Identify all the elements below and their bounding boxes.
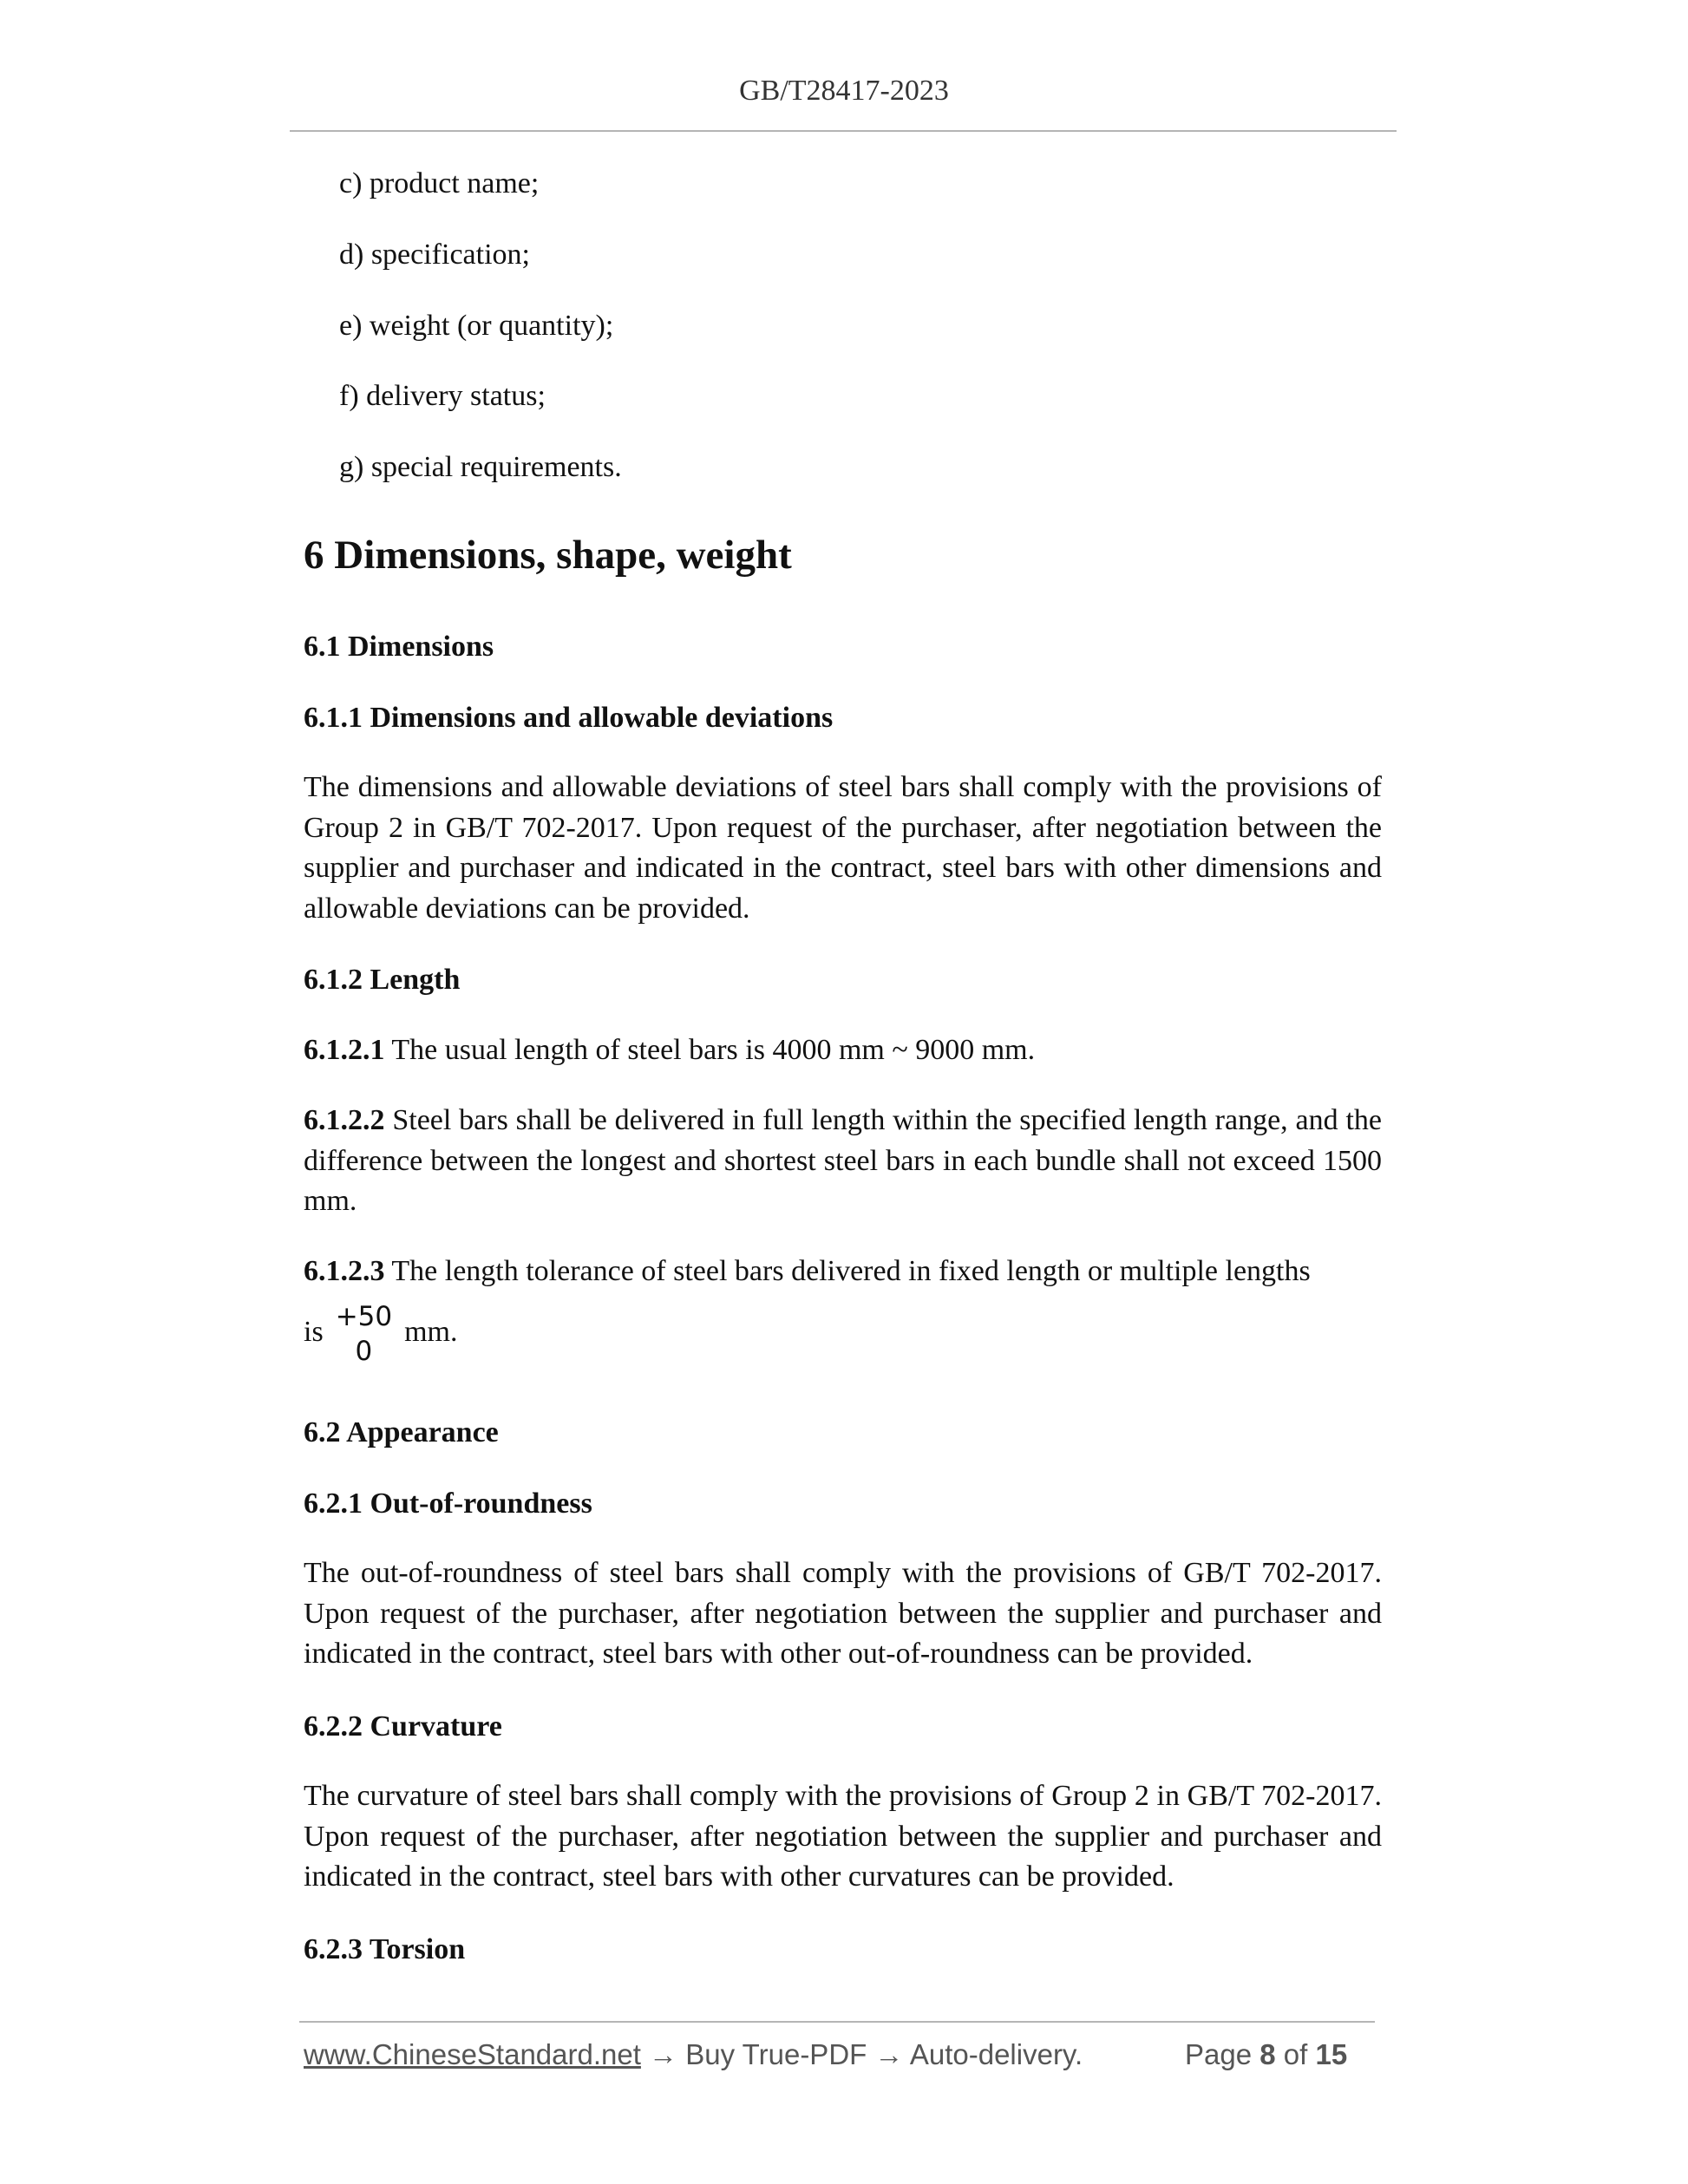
clause-text: Steel bars shall be delivered in full length within the specified length range, and the difference between the longest and shortest steel bars in each bundle shall not exceed 1500 mm. [304,1104,1382,1217]
list-item: d) specification; [339,239,530,271]
list-item: c) product name; [339,167,540,199]
clause-6-1-2-2 [304,1101,1382,1222]
section-title-6: 6 Dimensions, shape, weight [304,533,792,578]
heading-6-1-1: 6.1.1 Dimensions and allowable deviations [304,702,834,734]
list-item: f) delivery status; [339,380,546,412]
heading-6-2-3: 6.2.3 Torsion [304,1933,466,1965]
clause-6-1-2-3 [304,1252,1382,1292]
paragraph-6-1-1: The dimensions and allowable deviations of steel bars shall comply with the provisions of Group 2 in GB/T 702-2017. Upon request of the purchaser, after negotiation between the supplier and purchaser and indicated in the contract, steel bars with other dimensions and allowable deviations can be provided. [304,771,1382,925]
list-item: e) weight (or quantity); [339,310,614,342]
tolerance-lower: 0 [355,1336,373,1367]
tolerance-prefix: is [304,1315,324,1348]
clause-text: The length tolerance of steel bars delivered in fixed length or multiple lengths [384,1255,1311,1287]
arrow-icon: → [874,2038,904,2070]
page-indicator [1185,2037,1347,2072]
heading-6-2-2: 6.2.2 Curvature [304,1710,502,1743]
page-label: Page [1185,2038,1253,2070]
arrow-icon: → [649,2038,678,2070]
tolerance-line [304,1299,458,1369]
tolerance-value [336,1299,392,1369]
tolerance-upper: +50 [335,1301,393,1332]
tolerance-unit: mm. [404,1315,458,1348]
document-id-header: GB/T28417-2023 [739,75,949,107]
list-item: g) special requirements. [339,451,622,483]
heading-6-1: 6.1 Dimensions [304,631,494,663]
page-total: 15 [1315,2038,1348,2070]
footer-divider [299,2021,1375,2023]
auto-delivery-text: Auto-delivery. [909,2038,1083,2070]
heading-6-2: 6.2 Appearance [304,1416,499,1448]
website-link[interactable]: www.ChineseStandard.net [304,2038,641,2070]
buy-true-pdf-text: Buy True-PDF [685,2038,867,2070]
clause-number: 6.1.2.3 [304,1255,385,1287]
footer-promo [304,2037,1083,2072]
clause-number: 6.1.2.2 [304,1104,385,1136]
heading-6-2-1: 6.2.1 Out-of-roundness [304,1488,592,1520]
of-label: of [1283,2038,1308,2070]
clause-6-1-2-1 [304,1030,1382,1071]
clause-text: The usual length of steel bars is 4000 mm ~ 9000 mm. [384,1034,1036,1066]
paragraph-6-2-2: The curvature of steel bars shall comply with the provisions of Group 2 in GB/T 702-2017. Upon request of the purchaser, after negotiation between the supplier and purchaser and indicated in the contract, steel bars with other curvatures can be provided. [304,1780,1382,1893]
clause-number: 6.1.2.1 [304,1034,385,1066]
paragraph-6-2-1: The out-of-roundness of steel bars shall comply with the provisions of GB/T 702-2017. Upon request of the purchaser, after negotiation between the supplier and purchaser and indicated in the contract, steel bars with other out-of-roundness can be provided. [304,1557,1382,1670]
heading-6-1-2: 6.1.2 Length [304,964,461,996]
header-divider [290,130,1397,132]
page-number: 8 [1259,2038,1276,2070]
